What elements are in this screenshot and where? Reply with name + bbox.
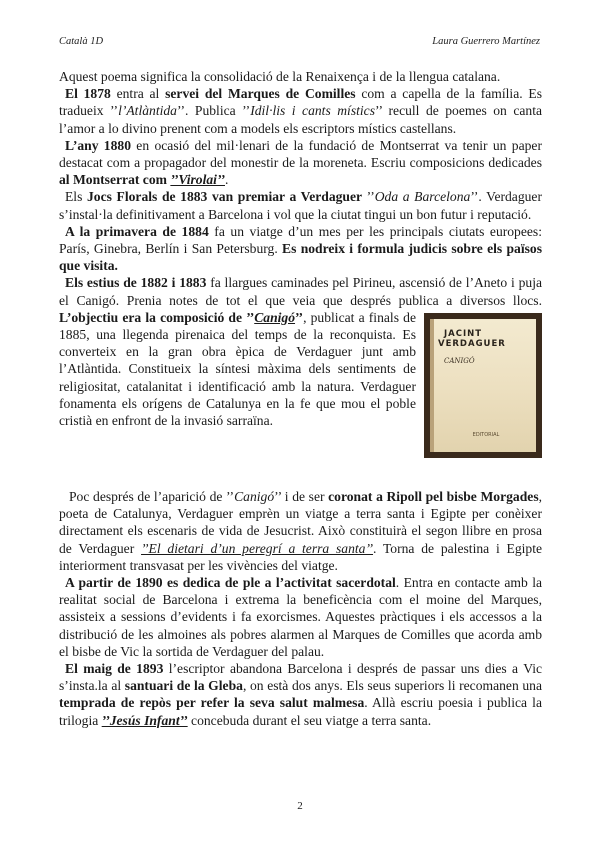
p6-bold: Els estius de 1882 i 1883 bbox=[65, 275, 207, 291]
p8-bold: A partir de 1890 es dedica de ple a l’activitat sacerdotal bbox=[65, 575, 396, 591]
p6-bold: L’objectiu era la composició de ’’ bbox=[59, 309, 255, 325]
p5-bold: Es nodreix i formula judicis sobre els països que visita. bbox=[59, 241, 543, 274]
p3-text: en ocasió del mil·lenari de la fundació de Montserrat va tenir un paper destacat com a propagador del monestir de la moreneta. Escriu composicions dedicades bbox=[59, 137, 542, 171]
p5-text: fa un viatge d’un mes per les principals ciutats europees: París, Ginebra, Berlín i San Petersburg. bbox=[59, 223, 542, 257]
p2-italic: l’Atlàntida bbox=[118, 103, 177, 119]
p2-text: com a capella de la família. Es tradueix ’’ bbox=[59, 86, 542, 119]
paragraph-6 bbox=[59, 274, 543, 438]
p4-text: Els bbox=[65, 189, 87, 205]
p7-text: ’’ i de ser bbox=[274, 489, 329, 504]
p7-italic: Canigó bbox=[234, 489, 275, 504]
p2-bold: servei del Marques de Comilles bbox=[165, 86, 356, 102]
p9-bold: temprada de repòs per refer la seva salut malmesa bbox=[59, 695, 365, 711]
paragraph-3 bbox=[59, 137, 542, 189]
text-block-1 bbox=[59, 68, 542, 462]
p6-text: , publicat a finals de 1885, una llegenda pirenaica del temps de la reconquista. Es converteix en la gran obra èpica de Verdaguer junt amb l’Atlàntida. Constitueix la síntesi màxima dels sentiments de religiositat, catalanitat i identificació amb la natura. Verdaguer fonamenta els orígens de Catalunya en la fe que mou el poble cristià en enfront de la invasió sarraïna. bbox=[59, 309, 416, 429]
p2-text: ’’. Publica ’’ bbox=[176, 103, 251, 119]
p4-text: ’’ bbox=[362, 189, 375, 205]
p7-text: . Torna de palestina i Egipte interiorment transvasat per les vivències del viatge. bbox=[59, 540, 542, 573]
p7-text: Poc després de l’aparició de ’’ bbox=[69, 489, 235, 504]
p9-bold: El maig de 1893 bbox=[65, 661, 164, 677]
paragraph-9 bbox=[59, 660, 542, 729]
p6-bold: ’’ bbox=[295, 309, 304, 325]
p3-virolai: ’’Virolai’’ bbox=[170, 172, 225, 188]
p4-text: ’’. Verdaguer s’instal·la definitivament a Barcelona i vol que la ciutat tingui un bon futur i reputació. bbox=[59, 189, 542, 222]
p4-italic: Oda a Barcelona bbox=[374, 189, 471, 205]
book-publisher: EDITORIAL bbox=[472, 431, 500, 438]
paragraph-1 bbox=[59, 68, 542, 85]
p2-text: ’’ recull de poemes on canta l’amor a lo divino prenent com a models els escriptors místics castellans. bbox=[59, 103, 542, 136]
p4-bold: Jocs Florals de 1883 van premiar a Verdaguer bbox=[87, 189, 363, 205]
p9-bold: santuari de la Gleba bbox=[124, 678, 243, 694]
p6-canigo: Canigó bbox=[254, 309, 296, 325]
p9-text: l’escriptor abandona Barcelona i després de passar uns dies a Vic s’insta.la al bbox=[59, 661, 543, 694]
p1-text: Aquest poema significa la consolidació de la Renaixença i de la llengua catalana. bbox=[59, 69, 501, 84]
p5-bold: A la primavera de 1884 bbox=[65, 223, 209, 239]
book-title: JACINT VERDAGUER bbox=[438, 328, 506, 349]
p9-text: . Allà escriu poesia i publica la trilogia bbox=[59, 695, 542, 728]
p7-dietari: ’’El dietari d’un peregrí a terra santa’’ bbox=[141, 540, 374, 556]
p3-bold: L’any 1880 bbox=[65, 137, 131, 153]
p2-year: El 1878 bbox=[65, 86, 111, 102]
book-subtitle: CANIGÓ bbox=[444, 356, 475, 365]
p9-jesus-infant: ’’Jesús Infant’’ bbox=[101, 712, 188, 728]
p7-bold: coronat a Ripoll pel bisbe Morgades bbox=[328, 489, 539, 504]
header-left: Català 1D bbox=[59, 36, 104, 47]
book-cover-image bbox=[424, 313, 542, 458]
page-number: 2 bbox=[297, 800, 303, 812]
paragraph-8 bbox=[59, 574, 542, 660]
text-block-2 bbox=[59, 488, 542, 729]
p3-bold: al Montserrat com bbox=[59, 172, 167, 188]
p8-text: . Entra en contacte amb la realitat social de Barcelona i extrema la beneficència com el moine del Marques, assisteix a sessions d’evidents i fa exorcismes. Aquestes pràctiques i els accessos a la distribució de les almoines als pobres alarmen al Marques de Comilles que acorda amb el bisbe de Vic la sortida de Verdaguer del palau. bbox=[59, 575, 543, 659]
p9-text: concebuda durant el seu viatge a terra santa. bbox=[187, 712, 432, 728]
paragraph-4 bbox=[59, 188, 542, 222]
paragraph-5 bbox=[59, 223, 542, 275]
p2-italic: Idil·lis i cants místics bbox=[250, 103, 375, 119]
paragraph-2 bbox=[59, 85, 542, 137]
p7-text: , poeta de Catalunya, Verdaguer emprèn un viatge a terra santa i Egipte per conèixer directament els escenaris de vida de Jesucrist. Això constituirà el segon llibre en prosa de Verdaguer bbox=[59, 489, 543, 556]
p6-text: fa llargues caminades pel Pirineu, ascensió de l’Aneto i puja el Canigó. Prenia notes de tot el que veia que després publica a diversos llocs. bbox=[59, 275, 543, 308]
p2-text: entra al bbox=[110, 86, 166, 102]
paragraph-7 bbox=[59, 488, 542, 574]
p3-text: . bbox=[225, 172, 229, 188]
p9-text: , on està dos anys. Els seus superiors li recomanen una bbox=[242, 678, 543, 694]
header-right: Laura Guerrero Martínez bbox=[432, 36, 540, 47]
